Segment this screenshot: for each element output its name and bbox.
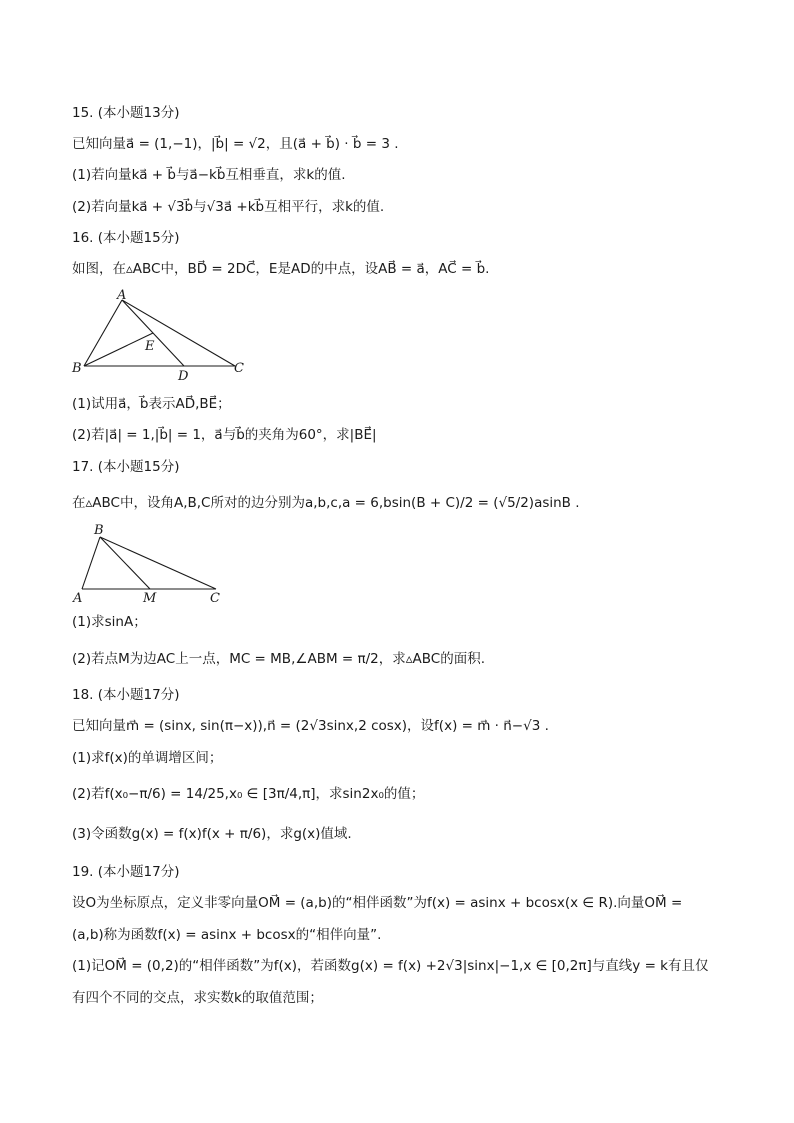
q16-label-b: B — [72, 361, 82, 376]
q17-part2: (2)若点M为边AC上一点，MC = MB,∠ABM = π/2，求▵ABC的面积. — [72, 651, 486, 667]
q17-side-ab — [82, 537, 100, 589]
q17-label-m: M — [143, 591, 157, 606]
q17-side-bc — [100, 537, 216, 589]
q17-segment-bm — [100, 537, 150, 589]
q16-given: 如图，在▵ABC中，BD⃗ = 2DC⃗，E是AD的中点，设AB⃗ = a⃗，AC⃗ = b⃗. — [72, 261, 490, 277]
q17-label-b: B — [94, 523, 104, 538]
q19-given-line1: 设O为坐标原点，定义非零向量OM⃗ = (a,b)的“相伴函数”为f(x) = asinx + bcosx(x ∈ R).向量OM⃗ = — [72, 895, 683, 911]
q19-header: 19. (本小题17分) — [72, 864, 180, 880]
q16-label-c: C — [234, 361, 244, 376]
q17-part1: (1)求sinA； — [72, 614, 147, 630]
q18-part1: (1)求f(x)的单调增区间； — [72, 750, 223, 766]
q17-given: 在▵ABC中，设角A,B,C所对的边分别为a,b,c,a = 6,bsin(B + C)/2 = (√5/2)asinB . — [72, 495, 580, 511]
q16-header: 16. (本小题15分) — [72, 230, 180, 246]
q17-label-a: A — [73, 591, 83, 606]
q18-given: 已知向量m⃗ = (sinx, sin(π−x)),n⃗ = (2√3sinx,2 cosx)，设f(x) = m⃗ · n⃗−√3 . — [72, 718, 549, 734]
q16-side-ab — [84, 300, 122, 366]
q17-header: 17. (本小题15分) — [72, 459, 180, 475]
q17-triangle-figure — [70, 520, 230, 608]
q15-part1: (1)若向量ka⃗ + b⃗与a⃗−kb⃗互相垂直，求k的值. — [72, 167, 346, 183]
q18-header: 18. (本小题17分) — [72, 687, 180, 703]
q15-header: 15. (本小题13分) — [72, 105, 180, 121]
q16-part1: (1)试用a⃗，b⃗表示AD⃗,BE⃗； — [72, 396, 231, 412]
q19-part1-line1: (1)记OM⃗ = (0,2)的“相伴函数”为f(x)，若函数g(x) = f(x) +2√3|sinx|−1,x ∈ [0,2π]与直线y = k有且仅 — [72, 958, 709, 974]
q19-given-line2: (a,b)称为函数f(x) = asinx + bcosx的“相伴向量”. — [72, 927, 382, 943]
q16-part2: (2)若|a⃗| = 1,|b⃗| = 1，a⃗与b⃗的夹角为60°，求|BE⃗| — [72, 427, 377, 443]
q16-label-e: E — [145, 339, 155, 354]
q19-part1-line2: 有四个不同的交点，求实数k的取值范围； — [72, 990, 323, 1006]
q16-label-a: A — [117, 288, 127, 303]
q15-part2: (2)若向量ka⃗ + √3b⃗与√3a⃗ +kb⃗互相平行，求k的值. — [72, 199, 385, 215]
q18-part3: (3)令函数g(x) = f(x)f(x + π/6)，求g(x)值域. — [72, 826, 352, 842]
q15-given: 已知向量a⃗ = (1,−1)，|b⃗| = √2，且(a⃗ + b⃗) · b⃗ = 3 . — [72, 136, 399, 152]
q16-triangle-figure — [70, 286, 250, 384]
q16-segment-be — [84, 333, 153, 366]
q17-label-c: C — [210, 591, 220, 606]
q16-side-ac — [122, 300, 235, 366]
q16-label-d: D — [178, 369, 189, 384]
q18-part2: (2)若f(x₀−π/6) = 14/25,x₀ ∈ [3π/4,π]，求sin2x₀的值； — [72, 786, 425, 802]
